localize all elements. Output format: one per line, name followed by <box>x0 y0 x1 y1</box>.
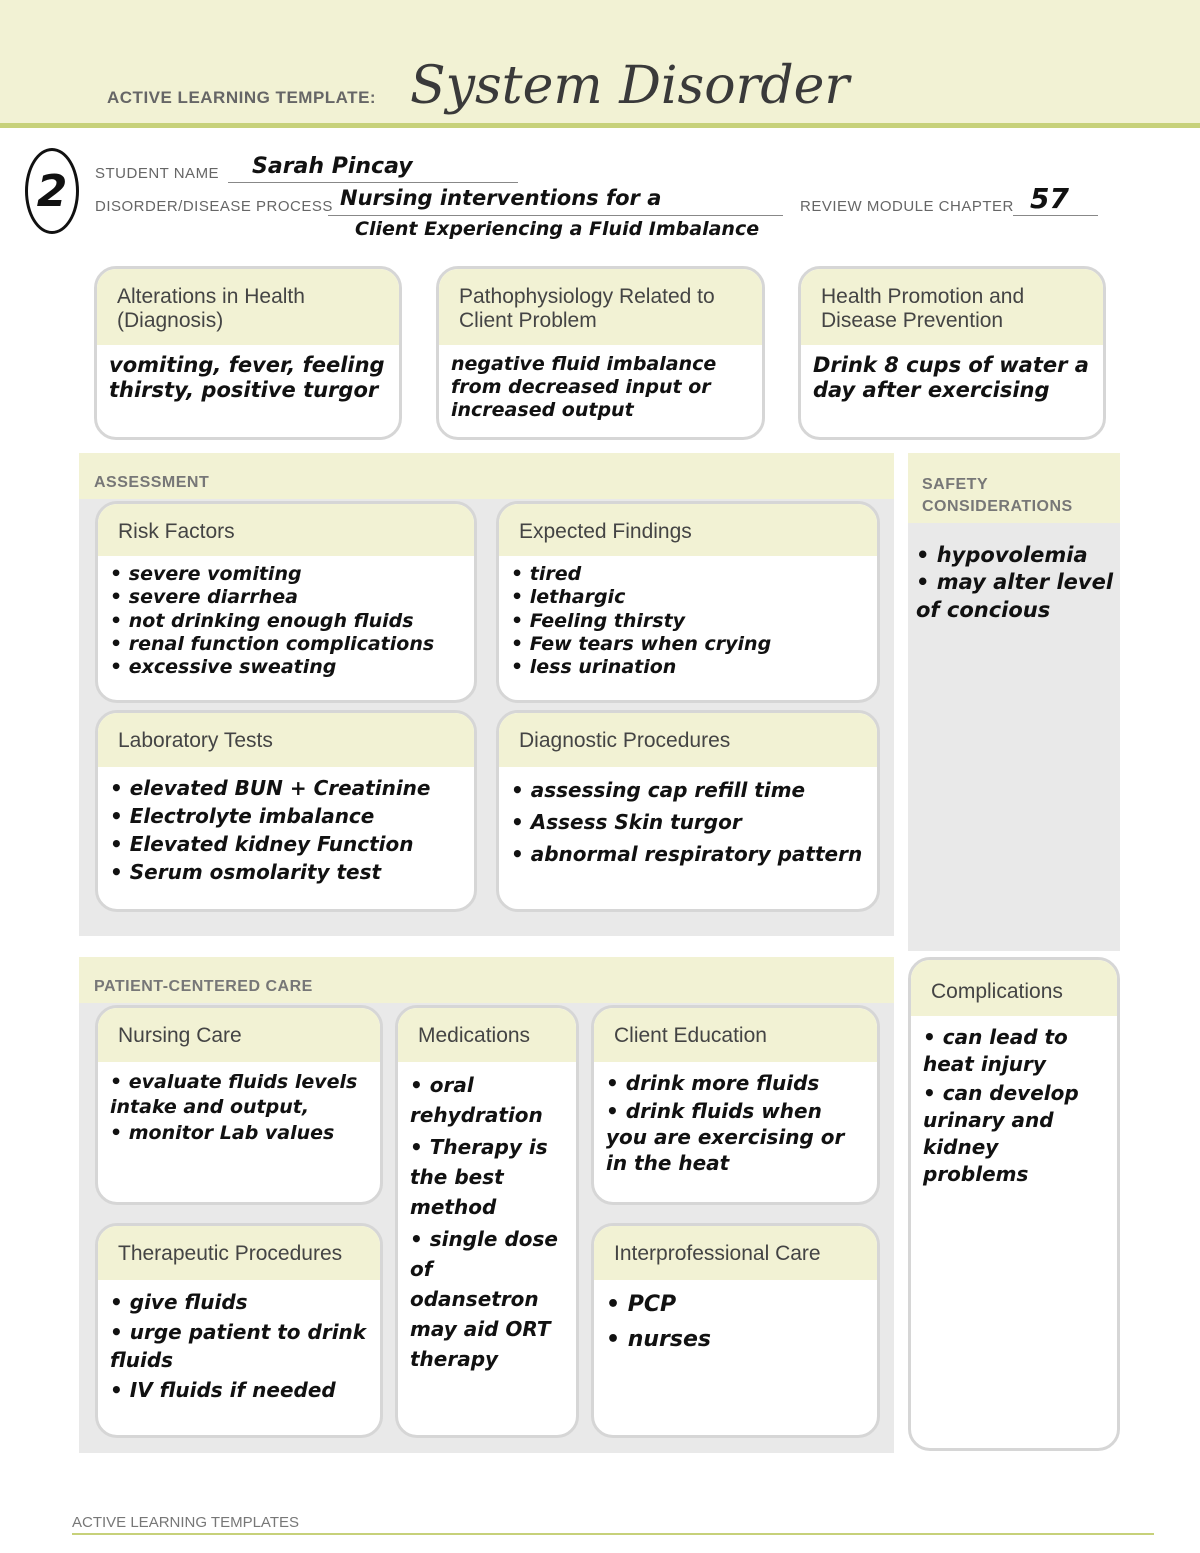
circled-number: 2 <box>25 148 79 234</box>
template-label: ACTIVE LEARNING TEMPLATE: <box>107 88 377 107</box>
alterations-box <box>94 266 402 440</box>
expected-findings-box <box>496 501 880 703</box>
list-item[interactable]: • excessive sweating <box>110 656 337 679</box>
list-item[interactable]: • single dose of odansetron may aid ORT therapy <box>410 1227 558 1371</box>
therapeutic-list <box>98 1280 380 1414</box>
list-item[interactable]: • Few tears when crying <box>511 632 772 655</box>
list-item[interactable]: • oral rehydration <box>410 1073 543 1127</box>
client-education-list <box>594 1062 877 1186</box>
list-item[interactable]: • elevated BUN + Creatinine <box>110 776 431 800</box>
expected-findings-title: Expected Findings <box>499 504 877 556</box>
risk-factors-list <box>98 556 474 688</box>
complications-box <box>908 957 1120 1451</box>
list-item[interactable]: • may alter level of concious <box>916 570 1114 622</box>
safety-title: SAFETY CONSIDERATIONS <box>922 476 1073 516</box>
safety-list <box>916 542 1114 624</box>
list-item[interactable]: • Therapy is the best method <box>410 1135 548 1219</box>
lab-tests-title: Laboratory Tests <box>98 713 474 767</box>
student-name-value[interactable]: Sarah Pincay <box>252 154 413 179</box>
disorder-value-line2[interactable]: Client Experiencing a Fluid Imbalance <box>355 218 760 240</box>
list-item[interactable]: • Feeling thirsty <box>511 609 686 632</box>
chapter-value[interactable]: 57 <box>1030 182 1069 215</box>
diagnostic-box <box>496 710 880 912</box>
template-title: System Disorder <box>410 56 850 116</box>
patient-care-title: PATIENT-CENTERED CARE <box>94 978 313 995</box>
student-name-line <box>228 182 518 183</box>
student-name-label: STUDENT NAME <box>95 165 220 182</box>
list-item[interactable]: • lethargic <box>511 586 626 609</box>
risk-factors-box <box>95 501 477 703</box>
list-item[interactable]: • drink more fluids <box>606 1071 820 1095</box>
risk-factors-title: Risk Factors <box>98 504 474 556</box>
expected-findings-list <box>499 556 877 688</box>
pathophysiology-title: Pathophysiology Related to Client Problem <box>439 269 762 345</box>
therapeutic-title: Therapeutic Procedures <box>98 1226 380 1280</box>
therapeutic-box <box>95 1223 383 1438</box>
lab-tests-list <box>98 767 474 895</box>
lab-tests-box <box>95 710 477 912</box>
complications-title: Complications <box>911 960 1117 1016</box>
medications-list <box>398 1062 576 1384</box>
footer-rule <box>72 1533 1154 1535</box>
interprofessional-box <box>591 1223 880 1438</box>
chapter-line <box>1013 215 1098 216</box>
list-item[interactable]: • Serum osmolarity test <box>110 860 382 884</box>
client-education-title: Client Education <box>594 1008 877 1062</box>
complications-list <box>911 1016 1117 1198</box>
list-item[interactable]: • Assess Skin turgor <box>511 810 742 834</box>
nursing-care-title: Nursing Care <box>98 1008 380 1062</box>
list-item[interactable]: • Electrolyte imbalance <box>110 804 375 828</box>
list-item[interactable]: • severe vomiting <box>110 563 302 585</box>
list-item[interactable]: • urge patient to drink fluids <box>110 1320 367 1372</box>
medications-title: Medications <box>398 1008 576 1062</box>
health-promotion-text[interactable]: Drink 8 cups of water a day after exercising <box>813 353 1089 403</box>
list-item[interactable]: • renal function complications <box>110 632 435 655</box>
alterations-text[interactable]: vomiting, fever, feeling thirsty, positive turgor <box>109 353 385 403</box>
list-item[interactable]: • drink fluids when you are exercising or in the heat <box>606 1099 845 1175</box>
interprofessional-list <box>594 1280 877 1366</box>
list-item[interactable]: • Elevated kidney Function <box>110 832 414 856</box>
assessment-title: ASSESSMENT <box>94 474 210 491</box>
nursing-care-box <box>95 1005 383 1205</box>
list-item[interactable]: • nurses <box>606 1327 712 1352</box>
list-item[interactable]: • less urination <box>511 656 677 679</box>
list-item[interactable]: • IV fluids if needed <box>110 1378 336 1402</box>
diagnostic-title: Diagnostic Procedures <box>499 713 877 767</box>
list-item[interactable]: • give fluids <box>110 1290 248 1314</box>
list-item[interactable]: • can develop urinary and kidney problems <box>923 1081 1079 1186</box>
disorder-value-line1[interactable]: Nursing interventions for a <box>340 186 662 210</box>
header-rule <box>0 123 1200 128</box>
pathophysiology-box <box>436 266 765 440</box>
list-item[interactable]: • can lead to heat injury <box>923 1025 1068 1076</box>
list-item[interactable]: • monitor Lab values <box>110 1122 335 1145</box>
list-item[interactable]: • assessing cap refill time <box>511 778 806 802</box>
pathophysiology-text[interactable]: negative fluid imbalance from decreased input or increased output <box>451 353 717 421</box>
footer-text: ACTIVE LEARNING TEMPLATES <box>72 1514 299 1531</box>
interprofessional-title: Interprofessional Care <box>594 1226 877 1280</box>
list-item[interactable]: • tired <box>511 563 582 585</box>
alterations-title: Alterations in Health (Diagnosis) <box>97 269 399 345</box>
list-item[interactable]: • evaluate fluids levels intake and output, <box>110 1071 358 1118</box>
list-item[interactable]: • PCP <box>606 1292 677 1317</box>
client-education-box <box>591 1005 880 1205</box>
list-item[interactable]: • abnormal respiratory pattern <box>511 842 863 866</box>
diagnostic-list <box>499 767 877 879</box>
medications-box <box>395 1005 579 1438</box>
list-item[interactable]: • not drinking enough fluids <box>110 609 414 632</box>
disorder-line <box>328 215 783 216</box>
health-promotion-box <box>798 266 1106 440</box>
safety-panel <box>908 453 1120 951</box>
disorder-label: DISORDER/DISEASE PROCESS <box>95 198 333 215</box>
nursing-care-list <box>98 1062 380 1156</box>
list-item[interactable]: • hypovolemia <box>916 543 1088 567</box>
list-item[interactable]: • severe diarrhea <box>110 586 299 609</box>
health-promotion-title: Health Promotion and Disease Prevention <box>801 269 1103 345</box>
chapter-label: REVIEW MODULE CHAPTER <box>800 198 1014 215</box>
